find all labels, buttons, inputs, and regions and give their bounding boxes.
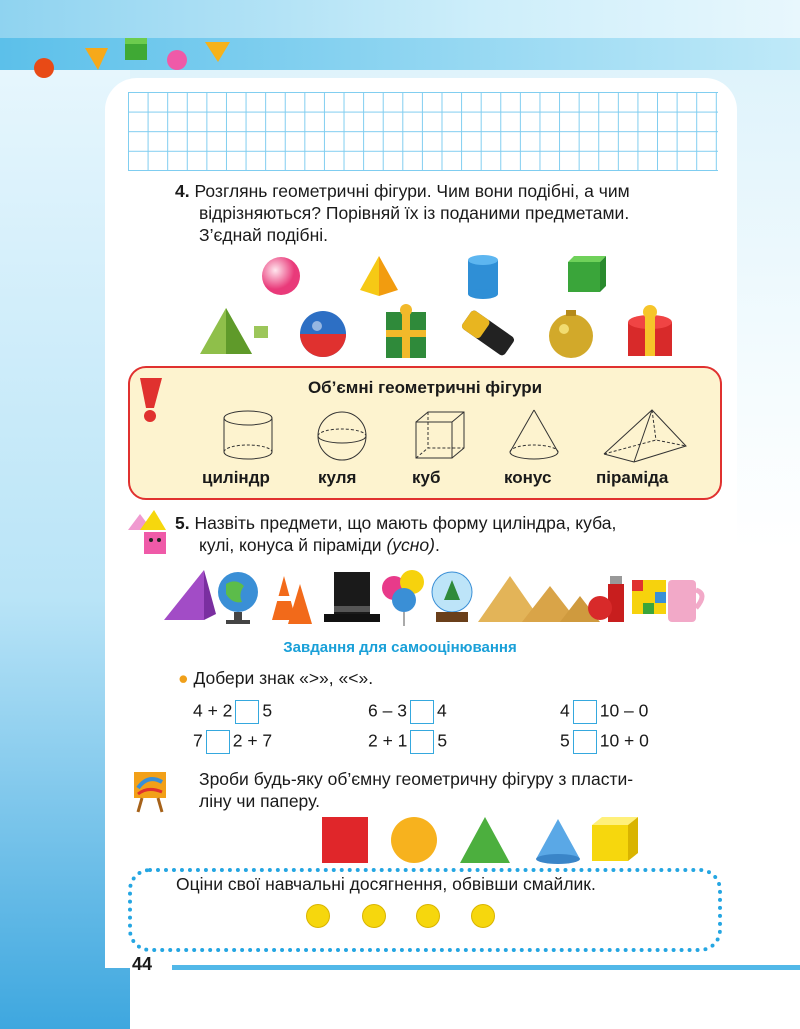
answer-box[interactable] (235, 700, 259, 724)
label-cube: куб (412, 468, 441, 487)
cylinder-figure-icon (468, 255, 498, 299)
answer-box[interactable] (410, 730, 434, 754)
cmp-left: 5 (560, 730, 570, 751)
evaluate-text: Оціни свої навчальні досягнення, обвівши смайлик. (176, 874, 596, 894)
page-number-line (172, 965, 800, 970)
instruction-text: Добери знак «>», «<». (193, 668, 374, 688)
header-shapes-icon (30, 30, 240, 85)
task-4-line-2: відрізняються? Порівняй їх із поданими предметами. (199, 203, 630, 223)
comparison-1 (193, 700, 272, 724)
task-5-line-1: Назвіть предмети, що мають форму циліндра, куба, (194, 513, 617, 533)
objects-row-2 (160, 566, 705, 628)
sphere-figure-icon (262, 257, 300, 295)
solid-figures-row (250, 252, 620, 302)
cmp-right: 2 + 7 (232, 730, 273, 751)
cube-outline-icon (412, 408, 468, 464)
task-5-text (175, 512, 735, 556)
task-4-line-3: З’єднай подібні. (199, 225, 328, 245)
cube-figure-icon (568, 256, 606, 292)
solids-box-title: Об’ємні геометричні фігури (307, 378, 543, 397)
yellow-cube-icon (592, 817, 638, 861)
comparison-3 (560, 700, 648, 724)
answer-box[interactable] (573, 730, 597, 754)
task-5-oral-note: (усно) (386, 535, 435, 555)
label-cone: конус (504, 468, 552, 487)
rubiks-cube-icon (632, 580, 666, 614)
task-5-period: . (434, 535, 440, 555)
solids-info-box (128, 366, 722, 500)
ball-icon (300, 311, 346, 357)
pyramid-figure-icon (360, 256, 398, 296)
green-triangle-icon (460, 817, 510, 863)
easel-icon (130, 768, 170, 814)
cmp-right: 10 + 0 (599, 730, 649, 751)
self-assessment-title: Завдання для самооцінювання (283, 639, 517, 656)
craft-line-1: Зроби будь-яку об’ємну геометричну фігуру з пласти- (199, 769, 634, 789)
balloons-icon (382, 570, 424, 626)
instruction-line (178, 668, 373, 689)
pyramid-outline-icon (600, 408, 690, 464)
exclamation-icon (136, 374, 166, 424)
cmp-right: 5 (437, 730, 448, 751)
round-gift-box-icon (628, 305, 672, 356)
smiley-neutral-icon[interactable] (416, 904, 440, 928)
top-hat-icon (324, 572, 380, 622)
smiley-good-icon[interactable] (362, 904, 386, 928)
orange-circle-icon (391, 817, 437, 863)
tea-bag-pyramid-icon (200, 308, 268, 354)
sphere-outline-icon (314, 408, 370, 464)
task-4-number: 4. (175, 181, 190, 201)
cylinder-outline-icon (220, 408, 276, 464)
cmp-right: 5 (262, 700, 273, 721)
cmp-right: 4 (436, 700, 447, 721)
answer-box[interactable] (206, 730, 230, 754)
task-4-line-1: Розглянь геометричні фігури. Чим вони подібні, а чим (194, 181, 630, 201)
writing-grid (128, 92, 718, 171)
cmp-left: 4 + 2 (193, 700, 233, 721)
christmas-ornament-icon (549, 310, 593, 358)
task-4-text (175, 180, 735, 246)
craft-line-2: ліну чи паперу. (199, 791, 320, 811)
snow-globe-icon (432, 572, 472, 622)
task-5-line-2: кулі, конуса й піраміди (199, 535, 387, 555)
shapes-row (322, 815, 642, 865)
globe-icon (218, 572, 258, 624)
objects-row (196, 304, 690, 364)
bullet-icon: ● (178, 668, 189, 688)
spray-can-and-glove-icon (588, 576, 624, 622)
gift-box-icon (386, 304, 426, 358)
page-number: 44 (132, 954, 153, 974)
answer-box[interactable] (410, 700, 434, 724)
label-cylinder: циліндр (202, 468, 270, 487)
egyptian-pyramids-icon (478, 576, 600, 622)
comparison-4 (193, 730, 272, 754)
red-square-icon (322, 817, 368, 863)
smiley-sad-icon[interactable] (471, 904, 495, 928)
cmp-left: 7 (193, 730, 203, 751)
label-sphere: куля (318, 468, 357, 487)
comparison-6 (560, 730, 649, 754)
label-pyramid: піраміда (596, 468, 669, 487)
cone-outline-icon (506, 408, 562, 464)
traffic-cones-icon (272, 576, 312, 624)
group-work-icon (126, 508, 174, 558)
cmp-left: 2 + 1 (368, 730, 408, 751)
smiley-happy-icon[interactable] (306, 904, 330, 928)
cmp-right: 10 – 0 (599, 700, 649, 721)
task-5-number: 5. (175, 513, 190, 533)
comparison-5 (368, 730, 447, 754)
battery-icon (460, 309, 515, 357)
craft-text (199, 768, 729, 812)
mug-icon (668, 580, 702, 622)
blue-cone-icon (536, 819, 580, 864)
answer-box[interactable] (573, 700, 597, 724)
comparison-2 (368, 700, 447, 724)
cmp-left: 4 (560, 700, 570, 721)
party-hat-icon (164, 570, 216, 620)
cmp-left: 6 – 3 (368, 700, 407, 721)
